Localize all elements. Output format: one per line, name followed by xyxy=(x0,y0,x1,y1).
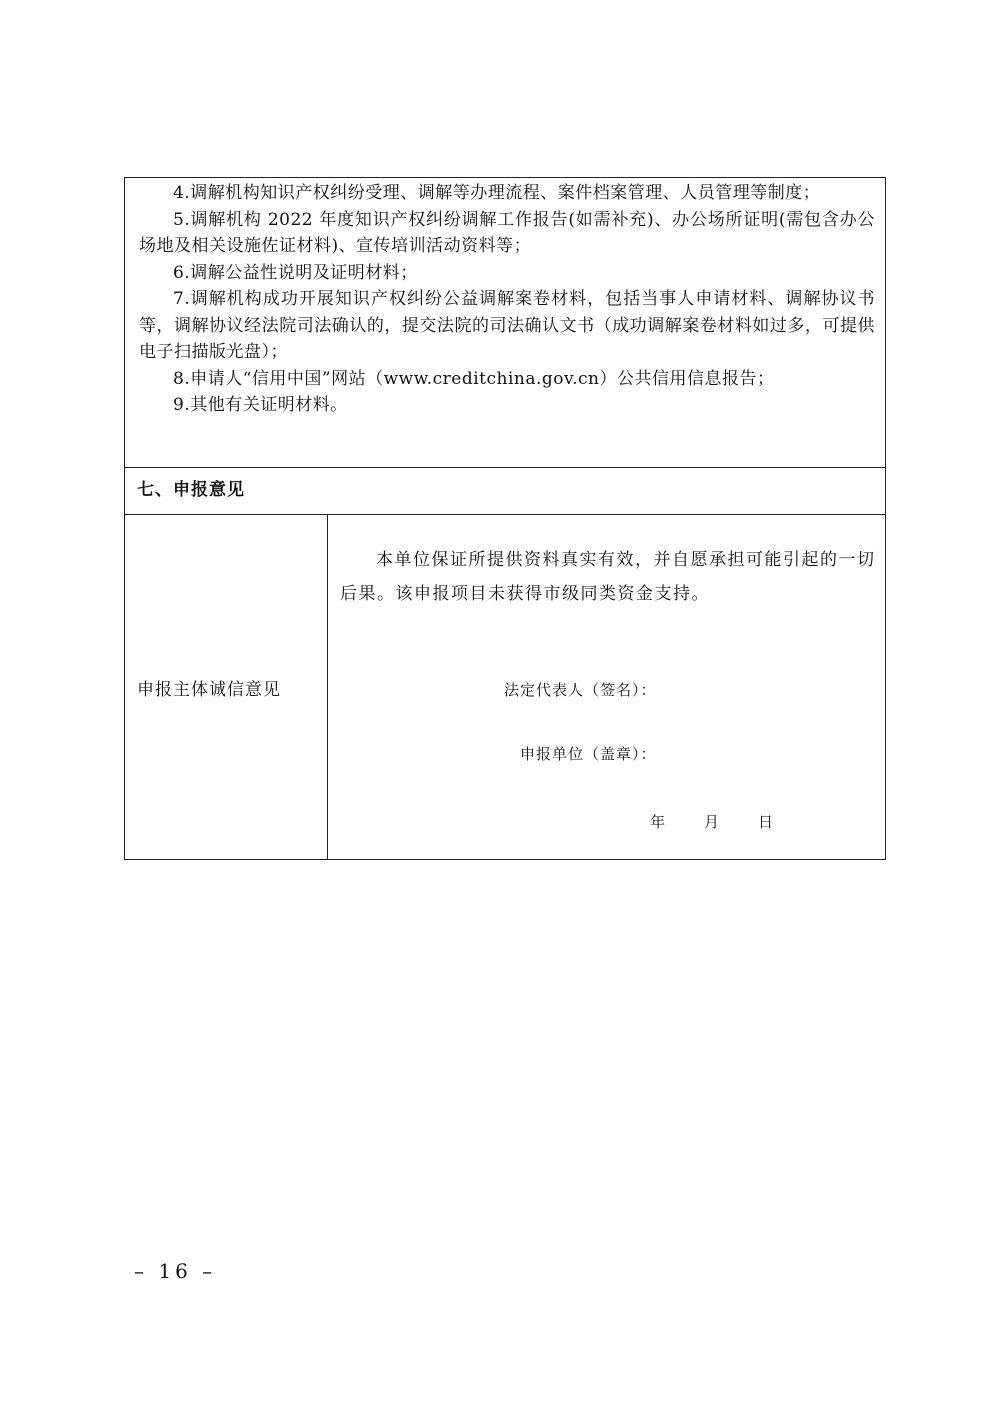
applicant-unit-seal-label: 申报单位（盖章）： xyxy=(520,745,657,763)
material-item-6: 6.调解公益性说明及证明材料； xyxy=(173,262,418,283)
material-item-9: 9.其他有关证明材料。 xyxy=(173,395,348,415)
page-number: – 16 – xyxy=(134,1259,217,1283)
row-label-cell xyxy=(125,515,328,859)
material-item-4: 4.调解机构知识产权纠纷受理、调解等办理流程、案件档案管理、人员管理等制度； xyxy=(173,183,821,203)
row-label: 申报主体诚信意见 xyxy=(137,680,281,700)
material-item-5: 5.调解机构 2022 年度知识产权纠纷调解工作报告(如需补充)、办公场所证明(需包含办公场地及相关设施佐证材料)、宣传培训活动资料等； xyxy=(139,209,875,256)
declaration-text: 本单位保证所提供资料真实有效，并自愿承担可能引起的一切后果。该申报项目未获得市级同类资金支持。 xyxy=(340,550,876,604)
date-month-label: 月 xyxy=(704,813,720,831)
date-day-label: 日 xyxy=(758,813,774,831)
material-item-7: 7.调解机构成功开展知识产权纠纷公益调解案卷材料，包括当事人申请材料、调解协议书等，调解协议经法院司法确认的，提交法院的司法确认文书（成功调解案卷材料如过多，可提供电子扫描版光盘）； xyxy=(139,289,875,362)
materials-list xyxy=(125,178,885,467)
section-title: 七、申报意见 xyxy=(125,467,885,515)
date-year-label: 年 xyxy=(650,813,666,831)
legal-representative-signature-label: 法定代表人（签名）： xyxy=(504,681,657,699)
form-table xyxy=(124,177,886,860)
material-item-8: 8.申请人“信用中国”网站（www.creditchina.gov.cn）公共信用信息报告； xyxy=(173,368,775,389)
declaration-cell xyxy=(328,515,885,859)
